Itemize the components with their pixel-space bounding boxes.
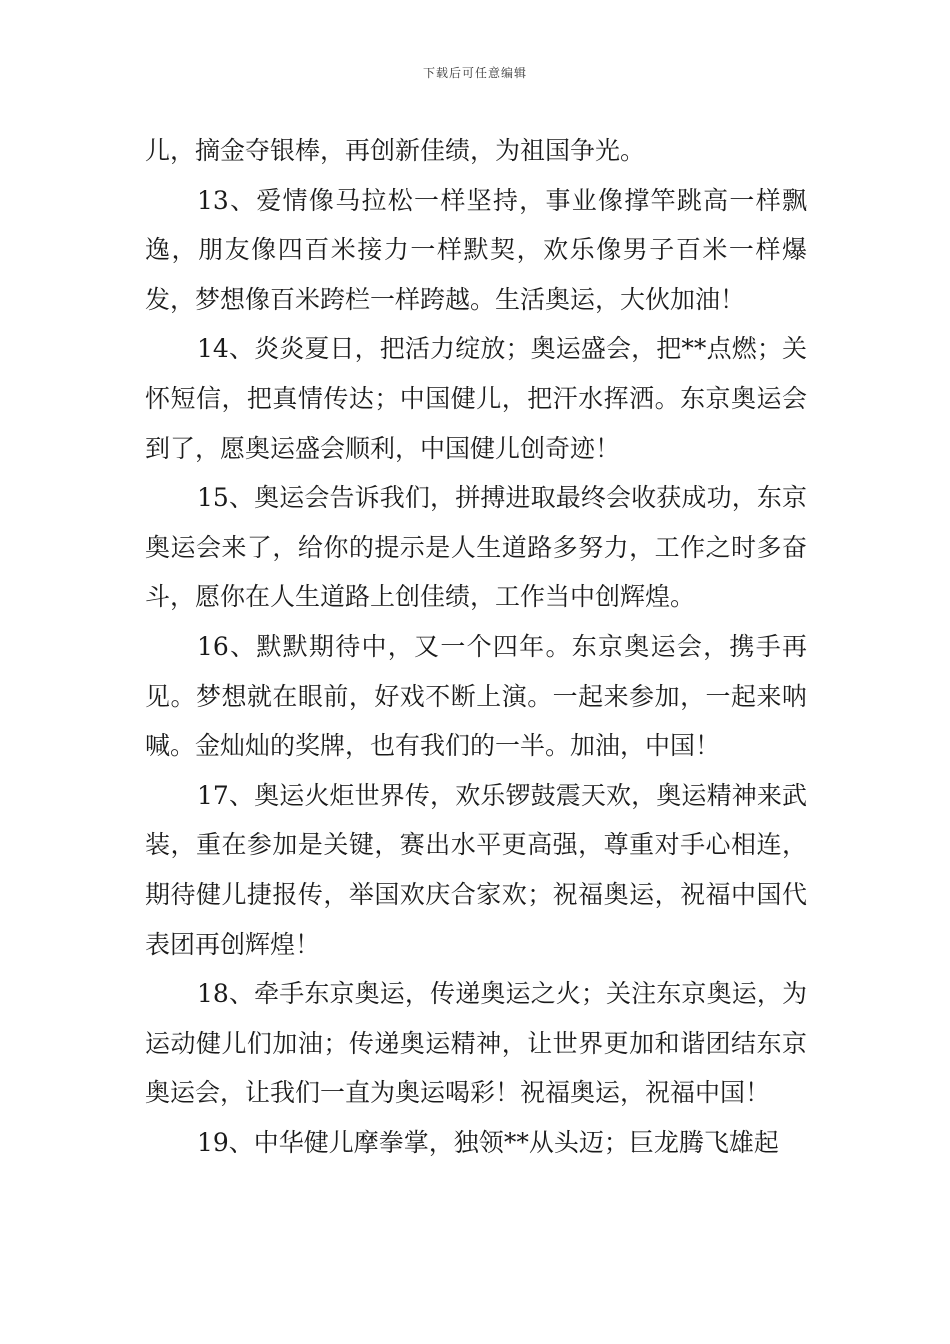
paragraph-13: 13、爱情像马拉松一样坚持，事业像撑竿跳高一样飘逸，朋友像四百米接力一样默契，欢乐像男子百米一样爆发，梦想像百米跨栏一样跨越。生活奥运，大伙加油！ xyxy=(145,185,807,314)
paragraph-continuation: 儿，摘金夺银棒，再创新佳绩，为祖国争光。 xyxy=(145,136,646,165)
paragraph-18: 18、牵手东京奥运，传递奥运之火；关注东京奥运，为运动健儿们加油；传递奥运精神，让世界更加和谐团结东京奥运会，让我们一直为奥运喝彩！祝福奥运，祝福中国！ xyxy=(145,979,807,1108)
document-body xyxy=(145,126,807,1167)
paragraph-17: 17、奥运火炬世界传，欢乐锣鼓震天欢，奥运精神来武装，重在参加是关键，赛出水平更高强，尊重对手心相连，期待健儿捷报传，举国欢庆合家欢；祝福奥运，祝福中国代表团再创辉煌！ xyxy=(145,780,807,959)
page-header-note: 下载后可任意编辑 xyxy=(422,66,527,80)
paragraph-14: 14、炎炎夏日，把活力绽放；奥运盛会，把**点燃；关怀短信，把真情传达；中国健儿，把汗水挥洒。东京奥运会到了，愿奥运盛会顺利，中国健儿创奇迹！ xyxy=(145,334,807,463)
paragraph-16: 16、默默期待中，又一个四年。东京奥运会，携手再见。梦想就在眼前，好戏不断上演。一起来参加，一起来呐喊。金灿灿的奖牌，也有我们的一半。加油，中国！ xyxy=(145,631,807,761)
paragraph-19: 19、中华健儿摩拳掌，独领**从头迈；巨龙腾飞雄起 xyxy=(197,1127,779,1157)
paragraph-15: 15、奥运会告诉我们，拼搏进取最终会收获成功，东京奥运会来了，给你的提示是人生道路多努力，工作之时多奋斗，愿你在人生道路上创佳绩，工作当中创辉煌。 xyxy=(145,483,807,612)
